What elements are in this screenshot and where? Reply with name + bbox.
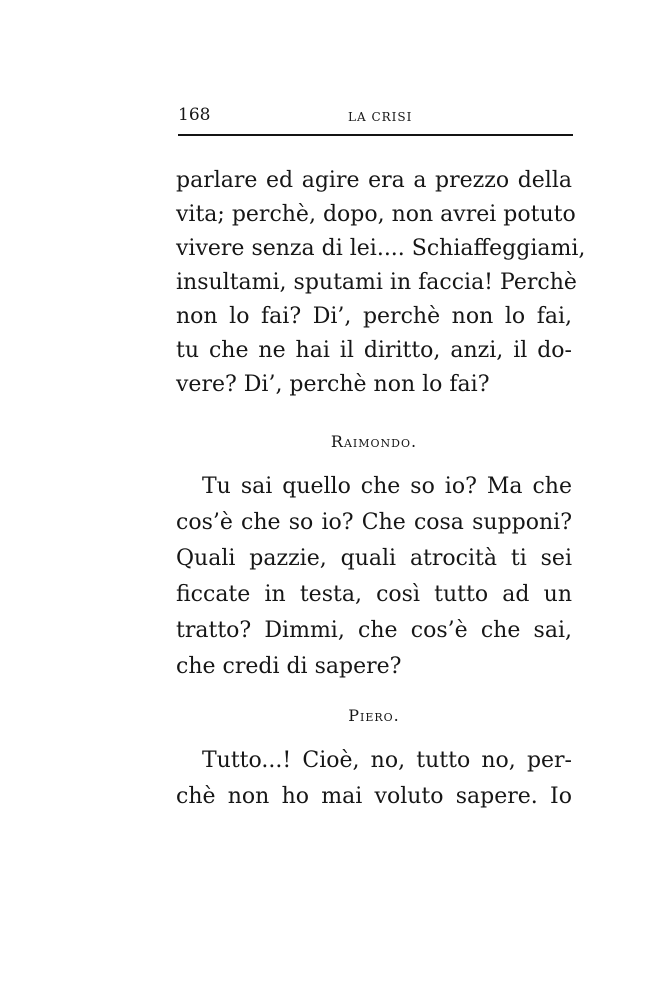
speaker-name-piero: Piero. <box>348 706 400 725</box>
header-rule <box>178 134 573 136</box>
running-title: LA CRISI <box>348 110 413 124</box>
text-line: vere? Di’, perchè non lo fai? <box>176 372 490 397</box>
page-header <box>178 100 573 140</box>
text-line: ficcate in testa, così tutto ad un <box>176 582 572 607</box>
text-line: cos’è che so io? Che cosa supponi? <box>176 510 572 535</box>
paragraph-3 <box>176 744 572 816</box>
text-line: non lo fai? Di’, perchè non lo fai, <box>176 304 572 329</box>
text-line: Quali pazzie, quali atrocità ti sei <box>176 546 572 571</box>
paragraph-2 <box>176 470 572 679</box>
text-line: Tu sai quello che so io? Ma che <box>202 474 572 499</box>
speaker-name-raimondo: Raimondo. <box>330 432 418 451</box>
text-line: Tutto...! Cioè, no, tutto no, per- <box>202 748 572 773</box>
text-line: chè non ho mai voluto sapere. Io <box>176 784 572 809</box>
text-line: tratto? Dimmi, che cos’è che sai, <box>176 618 572 643</box>
page-number: 168 <box>178 105 211 125</box>
text-line: tu che ne hai il diritto, anzi, il do- <box>176 338 572 363</box>
text-line: vivere senza di lei.... Schiaffeggiami, <box>176 236 586 261</box>
text-line: parlare ed agire era a prezzo della <box>176 168 572 193</box>
paragraph-1 <box>176 164 586 402</box>
text-line: vita; perchè, dopo, non avrei potuto <box>176 202 576 227</box>
text-line: insultami, sputami in faccia! Perchè <box>176 270 577 295</box>
text-line: che credi di sapere? <box>176 654 402 679</box>
